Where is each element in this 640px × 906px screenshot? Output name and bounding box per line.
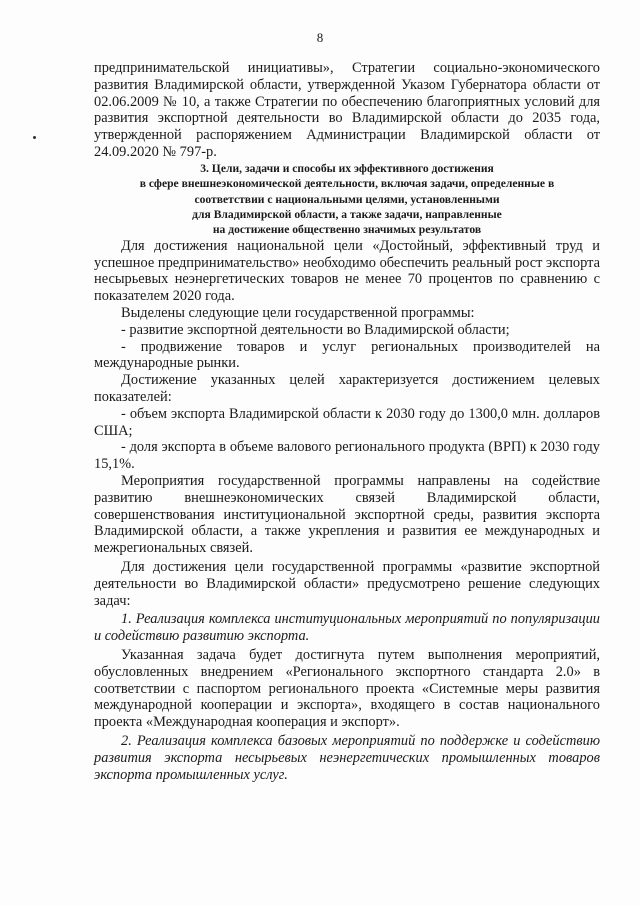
section-heading (94, 161, 600, 238)
section-heading-line: на достижение общественно значимых результатов (212, 223, 482, 237)
list-item-goal: - развитие экспортной деятельности во Владимирской области; (121, 321, 510, 338)
list-item-indicator: - объем экспорта Владимирской области к 2030 году до 1300,0 млн. долларов США; (94, 405, 600, 439)
list-item-indicator: - доля экспорта в объеме валового регионального продукта (ВРП) к 2030 году 15,1%. (94, 439, 600, 473)
task-item-1: 1. Реализация комплекса институциональных мероприятий по популяризации и содействию развитию экспорта. (94, 611, 600, 645)
list-item-goal: - продвижение товаров и услуг региональных производителей на международные рынки. (94, 338, 600, 372)
paragraph-tasks-intro: Для достижения цели государственной программы «развитие экспортной деятельности во Владимирской области» предусмотрено решение следующих задач: (94, 558, 600, 609)
section-heading-line: 3. Цели, задачи и способы их эффективного достижения (200, 161, 494, 175)
paragraph-task-1-details: Указанная задача будет достигнута путем выполнения мероприятий, обусловленных внедрением «Регионального экспортного стандарта 2.0» в соответствии с паспортом регионального проекта «Системные меры развития международной кооперации и экспорта», входящего в состав национального проекта «Международная кооперация и экспорт». (94, 646, 600, 731)
task-item-2: 2. Реализация комплекса базовых мероприятий по поддержке и содействию развития экспорта несырьевых неэнергетических промышленных товаров экспорта промышленных услуг. (94, 732, 600, 783)
intro-paragraph: предпринимательской инициативы», Стратегии социально-экономического развития Владимирской области, утвержденной Указом Губернатора области от 02.06.2009 № 10, а также Стратегии по обеспечению благоприятных условий для развития экспортной деятельности во Владимирской области до 2035 года, утвержденной распоряжением Администрации Владимирской области от 24.09.2020 № 797-р. (94, 60, 600, 160)
section-heading-line: соответствии с национальными целями, установленными (194, 192, 500, 206)
paragraph-program-measures: Мероприятия государственной программы направлены на содействие развитию внешнеэкономических связей Владимирской области, совершенствования институциональной экспортной среды, развития экспорта Владимирской области, а также укрепления и развития ее международных и межрегиональных связей. (94, 472, 600, 557)
paragraph-goals-intro: Выделены следующие цели государственной программы: (121, 305, 475, 321)
paragraph-indicators-intro: Достижение указанных целей характеризуется достижением целевых показателей: (94, 372, 600, 405)
section-heading-line: для Владимирской области, а также задачи, направленные (192, 208, 502, 221)
section-heading-line: в сфере внешнеэкономической деятельности, включая задачи, определенные в (139, 177, 555, 191)
paragraph-national-goal: Для достижения национальной цели «Достойный, эффективный труд и успешное предпринимательство» необходимо обеспечить реальный рост экспорта несырьевых неэнергетических товаров не менее 70 процентов по сравнению с показателем 2020 года. (94, 237, 600, 305)
margin-dot-mark (33, 136, 36, 139)
document-body (94, 60, 600, 783)
page-number: 8 (316, 30, 324, 45)
